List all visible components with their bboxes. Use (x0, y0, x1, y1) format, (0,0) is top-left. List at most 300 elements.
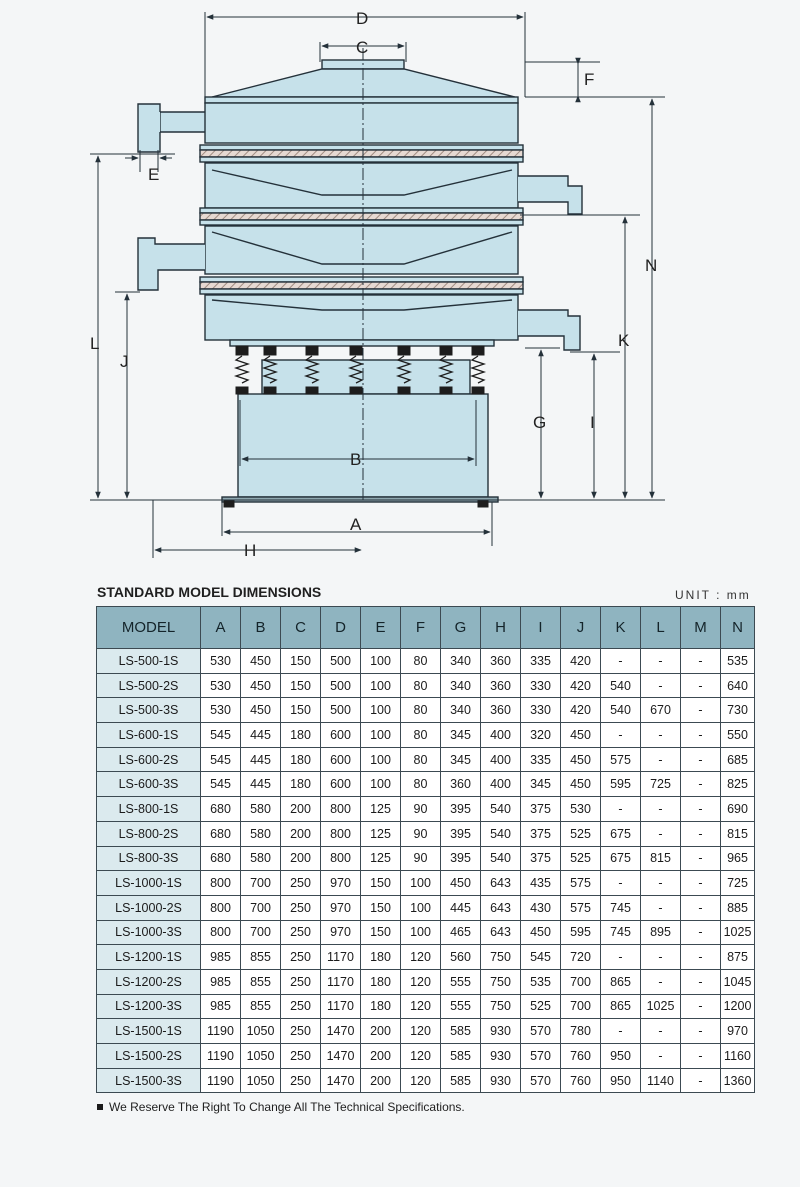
dimension-cell: 1045 (721, 969, 755, 994)
dimension-cell: - (681, 797, 721, 822)
dimension-cell: 1190 (201, 1068, 241, 1093)
dimension-cell: 180 (281, 772, 321, 797)
dimension-cell: 580 (241, 797, 281, 822)
dimension-cell: 200 (361, 1019, 401, 1044)
middle-outlet (518, 176, 582, 214)
dimension-cell: 80 (401, 649, 441, 674)
dimension-cell: 340 (441, 673, 481, 698)
dimension-cell: 1050 (241, 1068, 281, 1093)
column-header-j: J (561, 607, 601, 649)
dimension-cell: 120 (401, 1068, 441, 1093)
dimension-cell: 1470 (321, 1068, 361, 1093)
dimension-cell: 725 (641, 772, 681, 797)
dimension-cell: 360 (441, 772, 481, 797)
dimension-cell: 250 (281, 871, 321, 896)
dimension-cell: 585 (441, 1068, 481, 1093)
dimension-cell: 360 (481, 698, 521, 723)
deck-3 (205, 226, 518, 274)
dimension-cell: 250 (281, 1019, 321, 1044)
dimension-cell: 400 (481, 723, 521, 748)
deck-1 (205, 103, 518, 143)
dimension-cell: 970 (321, 871, 361, 896)
dimension-cell: 985 (201, 969, 241, 994)
dimension-cell: 335 (521, 649, 561, 674)
dimension-cell: - (681, 1068, 721, 1093)
dimension-cell: 200 (281, 821, 321, 846)
dimension-cell: 100 (361, 723, 401, 748)
dimension-cell: 600 (321, 747, 361, 772)
column-header-c: C (281, 607, 321, 649)
dimension-cell: - (641, 945, 681, 970)
dimension-cell: 540 (601, 698, 641, 723)
dimension-cell: 570 (521, 1019, 561, 1044)
dimension-cell: 800 (321, 821, 361, 846)
dimension-cell: 250 (281, 945, 321, 970)
dimension-cell: 445 (441, 895, 481, 920)
dimension-cell: 1025 (721, 920, 755, 945)
column-header-l: L (641, 607, 681, 649)
column-header-m: M (681, 607, 721, 649)
label-b: B (350, 450, 362, 469)
dimension-cell: 1050 (241, 1044, 281, 1069)
dimension-cell: 600 (321, 772, 361, 797)
model-cell: LS-1200-2S (97, 969, 201, 994)
dimension-cell: 800 (321, 797, 361, 822)
dimension-cell: 120 (401, 945, 441, 970)
dimension-cell: 780 (561, 1019, 601, 1044)
dimension-cell: 535 (521, 969, 561, 994)
bullet-square-icon (97, 1104, 103, 1110)
dimension-cell: 545 (201, 747, 241, 772)
dimension-cell: 700 (241, 895, 281, 920)
dimension-cell: 150 (361, 871, 401, 896)
dimension-cell: - (641, 797, 681, 822)
dimension-cell: 1200 (721, 994, 755, 1019)
table-row (97, 945, 755, 970)
dimension-cell: 345 (441, 723, 481, 748)
model-cell: LS-1000-2S (97, 895, 201, 920)
dimension-cell: 550 (721, 723, 755, 748)
column-header-e: E (361, 607, 401, 649)
unit-label: UNIT : mm (675, 588, 751, 602)
dimension-cell: 400 (481, 772, 521, 797)
table-row (97, 969, 755, 994)
dimension-cell: 1050 (241, 1019, 281, 1044)
dimension-cell: 750 (481, 969, 521, 994)
dimension-cell: 1470 (321, 1019, 361, 1044)
table-row (97, 772, 755, 797)
dimension-cell: 1025 (641, 994, 681, 1019)
dimension-cell: 500 (321, 649, 361, 674)
dimension-cell: 250 (281, 994, 321, 1019)
dimension-cell: - (681, 846, 721, 871)
sieve-body (138, 60, 582, 502)
dimension-cell: 530 (201, 698, 241, 723)
dimension-cell: 90 (401, 821, 441, 846)
sieve-dimension-diagram (0, 0, 800, 575)
model-cell: LS-1000-1S (97, 871, 201, 896)
dimension-cell: 670 (641, 698, 681, 723)
model-cell: LS-800-1S (97, 797, 201, 822)
dimension-cell: 643 (481, 895, 521, 920)
model-cell: LS-800-3S (97, 846, 201, 871)
dimension-cell: - (641, 723, 681, 748)
dimension-cell: 825 (721, 772, 755, 797)
dimension-cell: - (641, 673, 681, 698)
dimension-cell: 250 (281, 1068, 321, 1093)
dimension-cell: 335 (521, 747, 561, 772)
dimension-cell: 150 (281, 649, 321, 674)
dimension-cell: 525 (521, 994, 561, 1019)
dimension-cell: 445 (241, 723, 281, 748)
label-j: J (120, 352, 129, 371)
dimension-cell: - (601, 723, 641, 748)
dimension-cell: - (641, 747, 681, 772)
dimension-cell: 420 (561, 698, 601, 723)
table-row (97, 797, 755, 822)
label-c: C (356, 38, 369, 57)
table-row (97, 821, 755, 846)
dimension-cell: 375 (521, 797, 561, 822)
dimension-cell: 525 (561, 846, 601, 871)
dimension-cell: 330 (521, 698, 561, 723)
dimension-cell: 970 (721, 1019, 755, 1044)
column-header-d: D (321, 607, 361, 649)
label-l: L (90, 334, 100, 353)
dimension-cell: 895 (641, 920, 681, 945)
dimension-cell: 930 (481, 1044, 521, 1069)
dimension-cell: 555 (441, 994, 481, 1019)
dimension-cell: 530 (201, 673, 241, 698)
dimension-cell: - (641, 1044, 681, 1069)
dimension-cell: 340 (441, 698, 481, 723)
column-header-g: G (441, 607, 481, 649)
dimension-cell: 700 (241, 920, 281, 945)
table-row (97, 1044, 755, 1069)
dimension-cell: - (681, 969, 721, 994)
dimension-cell: 445 (241, 772, 281, 797)
dimension-cell: - (681, 1019, 721, 1044)
dimension-cell: 100 (361, 649, 401, 674)
dimension-cell: 760 (561, 1044, 601, 1069)
dimension-cell: 450 (561, 723, 601, 748)
model-cell: LS-1200-1S (97, 945, 201, 970)
dimension-cell: 643 (481, 871, 521, 896)
dimension-cell: 1170 (321, 994, 361, 1019)
disclaimer-text: We Reserve The Right To Change All The Technical Specifications. (109, 1100, 465, 1114)
dimension-cell: 580 (241, 846, 281, 871)
dimension-cell: 80 (401, 673, 441, 698)
dimension-cell: 540 (481, 846, 521, 871)
dimension-cell: - (681, 821, 721, 846)
dimension-cell: - (641, 821, 681, 846)
dimension-cell: 80 (401, 723, 441, 748)
dimension-cell: 1160 (721, 1044, 755, 1069)
dimension-cell: - (641, 649, 681, 674)
dimension-cell: 200 (281, 797, 321, 822)
dimension-cell: 545 (521, 945, 561, 970)
dimension-cell: 375 (521, 846, 561, 871)
deck-2 (205, 163, 518, 208)
dimension-cell: 555 (441, 969, 481, 994)
dimension-cell: 535 (721, 649, 755, 674)
dimension-cell: 530 (561, 797, 601, 822)
lower-outlet (138, 238, 205, 290)
dimension-cell: 200 (361, 1044, 401, 1069)
dimension-cell: 395 (441, 821, 481, 846)
dimension-cell: 815 (641, 846, 681, 871)
dimension-cell: 200 (281, 846, 321, 871)
label-d: D (356, 9, 369, 28)
table-row (97, 994, 755, 1019)
model-cell: LS-800-2S (97, 821, 201, 846)
dimension-cell: - (681, 994, 721, 1019)
dimension-cell: 125 (361, 797, 401, 822)
column-header-model: MODEL (97, 607, 201, 649)
table-header (97, 607, 755, 649)
dimension-cell: 750 (481, 945, 521, 970)
dimension-cell: - (681, 895, 721, 920)
dimension-cell: 360 (481, 649, 521, 674)
dimension-cell: 450 (241, 698, 281, 723)
model-cell: LS-600-1S (97, 723, 201, 748)
dimension-cell: - (601, 649, 641, 674)
dimension-cell: 250 (281, 969, 321, 994)
dimension-cell: 965 (721, 846, 755, 871)
dimension-cell: 320 (521, 723, 561, 748)
dimension-cell: 80 (401, 747, 441, 772)
dimension-cell: - (601, 1019, 641, 1044)
table-row (97, 698, 755, 723)
dimension-cell: - (601, 945, 641, 970)
dimension-cell: 200 (361, 1068, 401, 1093)
upper-outlet-spout (138, 104, 160, 152)
dimension-cell: 700 (561, 969, 601, 994)
table-row (97, 649, 755, 674)
dimension-cell: 855 (241, 945, 281, 970)
dimension-cell: - (681, 945, 721, 970)
dimension-cell: 250 (281, 895, 321, 920)
dimension-cell: 375 (521, 821, 561, 846)
dimension-cell: 450 (441, 871, 481, 896)
dimension-cell: 675 (601, 846, 641, 871)
dimension-cell: 600 (321, 723, 361, 748)
dimension-cell: 525 (561, 821, 601, 846)
label-f: F (584, 70, 595, 89)
dimension-cell: 745 (601, 895, 641, 920)
dimension-cell: 700 (241, 871, 281, 896)
dimension-cell: 985 (201, 945, 241, 970)
dimensions-table (96, 606, 755, 1093)
table-row (97, 846, 755, 871)
dimension-cell: 885 (721, 895, 755, 920)
dimension-cell: 360 (481, 673, 521, 698)
table-row (97, 1068, 755, 1093)
dimension-cell: 540 (481, 797, 521, 822)
dimension-cell: 100 (361, 747, 401, 772)
dimension-cell: 450 (561, 747, 601, 772)
section-title: STANDARD MODEL DIMENSIONS (97, 584, 322, 600)
column-header-b: B (241, 607, 281, 649)
dimension-cell: 690 (721, 797, 755, 822)
clamp-ring-2 (200, 157, 523, 162)
table-row (97, 723, 755, 748)
dimension-cell: 100 (361, 772, 401, 797)
dimension-cell: 570 (521, 1068, 561, 1093)
label-h: H (244, 541, 257, 560)
dimension-cell: 80 (401, 772, 441, 797)
dimension-cell: 120 (401, 1044, 441, 1069)
screen-mesh-2 (200, 213, 523, 220)
dimension-cell: 540 (601, 673, 641, 698)
model-cell: LS-600-3S (97, 772, 201, 797)
dimension-cell: 800 (321, 846, 361, 871)
model-cell: LS-500-2S (97, 673, 201, 698)
dimension-cell: 400 (481, 747, 521, 772)
dimension-cell: 800 (201, 871, 241, 896)
dimension-cell: 345 (441, 747, 481, 772)
label-i: I (590, 413, 595, 432)
label-a: A (350, 515, 362, 534)
dimension-cell: - (601, 797, 641, 822)
dimension-cell: 1470 (321, 1044, 361, 1069)
dimension-cell: 680 (201, 797, 241, 822)
dimension-cell: 720 (561, 945, 601, 970)
dimension-cell: 450 (241, 673, 281, 698)
motor-cone (262, 360, 470, 394)
dimension-cell: 585 (441, 1019, 481, 1044)
table-body (97, 649, 755, 1093)
dimension-cell: 450 (561, 772, 601, 797)
dimension-cell: 150 (281, 698, 321, 723)
dimension-cell: 575 (561, 871, 601, 896)
dimension-cell: 180 (361, 994, 401, 1019)
top-rim (205, 97, 518, 103)
dimension-cell: 100 (361, 698, 401, 723)
dimension-cell: 395 (441, 846, 481, 871)
label-g: G (533, 413, 547, 432)
dimension-cell: 180 (361, 969, 401, 994)
dimension-cell: 875 (721, 945, 755, 970)
dimension-cell: 930 (481, 1068, 521, 1093)
dimension-cell: 865 (601, 969, 641, 994)
dimension-cell: 640 (721, 673, 755, 698)
dimension-cell: 395 (441, 797, 481, 822)
dimension-cell: 595 (601, 772, 641, 797)
dimension-cell: 420 (561, 673, 601, 698)
column-header-a: A (201, 607, 241, 649)
dimension-cell: 585 (441, 1044, 481, 1069)
dimension-cell: 330 (521, 673, 561, 698)
dimension-cell: 450 (521, 920, 561, 945)
dimension-cell: 150 (281, 673, 321, 698)
dimension-cell: 1190 (201, 1044, 241, 1069)
dimension-cell: 950 (601, 1044, 641, 1069)
dimension-cell: 685 (721, 747, 755, 772)
dimension-cell: 180 (281, 723, 321, 748)
dimension-cell: - (681, 673, 721, 698)
screen-mesh-1 (200, 150, 523, 157)
dimension-cell: 100 (361, 673, 401, 698)
table-row (97, 895, 755, 920)
dimension-cell: 345 (521, 772, 561, 797)
dimension-cell: 575 (601, 747, 641, 772)
screen-mesh-3 (200, 282, 523, 289)
table-row (97, 871, 755, 896)
dimension-cell: 125 (361, 846, 401, 871)
dimension-cell: 680 (201, 821, 241, 846)
dimension-cell: 250 (281, 920, 321, 945)
dimension-cell: 120 (401, 969, 441, 994)
dimension-cell: 985 (201, 994, 241, 1019)
dimension-cell: - (641, 969, 681, 994)
dimension-cell: - (681, 747, 721, 772)
dimension-cell: 643 (481, 920, 521, 945)
model-cell: LS-1500-3S (97, 1068, 201, 1093)
clamp-ring-5 (200, 277, 523, 282)
dimension-cell: - (681, 649, 721, 674)
dimension-cell: 150 (361, 920, 401, 945)
column-header-k: K (601, 607, 641, 649)
dimension-cell: - (681, 1044, 721, 1069)
dimension-cell: 100 (401, 895, 441, 920)
dimension-cell: 760 (561, 1068, 601, 1093)
clamp-ring-1 (200, 145, 523, 150)
dimension-cell: 1170 (321, 969, 361, 994)
dimension-cell: 970 (321, 895, 361, 920)
model-cell: LS-1000-3S (97, 920, 201, 945)
dimension-cell: 800 (201, 895, 241, 920)
dimension-cell: 435 (521, 871, 561, 896)
dimension-cell: 1360 (721, 1068, 755, 1093)
dimension-cell: - (681, 772, 721, 797)
column-header-h: H (481, 607, 521, 649)
dimension-cell: 680 (201, 846, 241, 871)
dimension-cell: 700 (561, 994, 601, 1019)
table-row (97, 673, 755, 698)
dimension-cell: 730 (721, 698, 755, 723)
dimension-cell: 865 (601, 994, 641, 1019)
dimension-cell: - (641, 871, 681, 896)
column-header-f: F (401, 607, 441, 649)
dimension-cell: - (681, 871, 721, 896)
model-cell: LS-600-2S (97, 747, 201, 772)
dimension-cell: 745 (601, 920, 641, 945)
dimension-cell: 180 (361, 945, 401, 970)
model-cell: LS-1500-2S (97, 1044, 201, 1069)
clamp-ring-6 (200, 289, 523, 294)
dimension-cell: 930 (481, 1019, 521, 1044)
column-header-i: I (521, 607, 561, 649)
dimension-cell: 800 (201, 920, 241, 945)
model-cell: LS-500-3S (97, 698, 201, 723)
dimension-cell: 595 (561, 920, 601, 945)
deck-4 (205, 295, 518, 340)
dimension-cell: 150 (361, 895, 401, 920)
dimension-cell: 575 (561, 895, 601, 920)
model-cell: LS-1500-1S (97, 1019, 201, 1044)
dimension-cell: 430 (521, 895, 561, 920)
dimension-cell: 465 (441, 920, 481, 945)
disclaimer (97, 1100, 465, 1114)
dimension-cell: 90 (401, 797, 441, 822)
dimension-cell: 100 (401, 920, 441, 945)
dimension-cell: 675 (601, 821, 641, 846)
upper-outlet (160, 112, 205, 132)
dimension-cell: 545 (201, 723, 241, 748)
dimension-cell: - (641, 1019, 681, 1044)
label-k: K (618, 331, 630, 350)
